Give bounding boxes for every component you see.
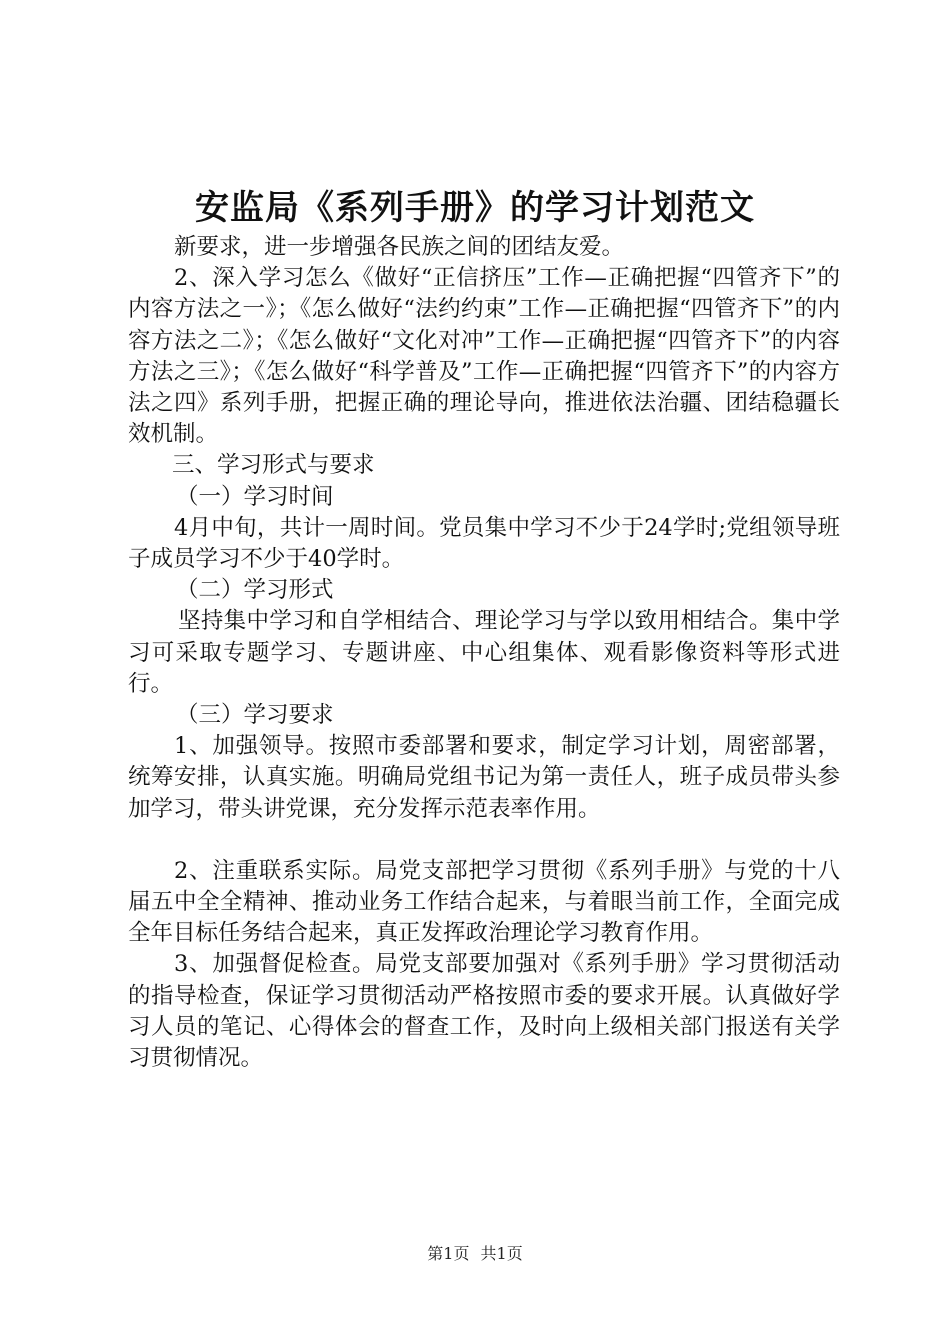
paragraph-2: 2、深入学习怎么《做好“正信挤压”工作—正确把握“四管齐下”的内容方法之一》；《怎么做好“法约约束”工作—正确把握“四管齐下”的内容方法之二》；《怎么做好“文化对冲”工作—正确把握“四管齐下”的内容方法之三》；《怎么做好“科学普及”工作—正确把握“四管齐下”的内容方法之四》系列手册，把握正确的理论导向，推进依法治疆、团结稳疆长效机制。	[128, 265, 840, 448]
paragraph-requirement-3: 3、加强督促检查。局党支部要加强对《系列手册》学习贯彻活动的指导检查，保证学习贯彻活动严格按照市委的要求开展。认真做好学习人员的笔记、心得体会的督查工作，及时向上级相关部门报送有关学习贯彻情况。	[128, 951, 840, 1072]
subheading-study-time: （一）学习时间	[176, 483, 334, 510]
page-number: 第1页	[427, 1244, 470, 1263]
section-heading: 三、学习形式与要求	[172, 452, 375, 479]
blank-line	[128, 825, 840, 856]
document-title: 安监局《系列手册》的学习计划范文	[195, 188, 755, 228]
paragraph-study-form: 坚持集中学习和自学相结合、理论学习与学以致用相结合。集中学习可采取专题学习、专题讲座、中心组集体、观看影像资料等形式进行。	[128, 608, 840, 697]
subheading-study-requirements: （三）学习要求	[176, 702, 334, 729]
document-body	[128, 232, 840, 1074]
subheading-study-form: （二）学习形式	[176, 577, 334, 604]
paragraph-1: 新要求，进一步增强各民族之间的团结友爱。	[174, 234, 625, 260]
paragraph-requirement-1: 1、加强领导。按照市委部署和要求，制定学习计划，周密部署，统筹安排，认真实施。明确局党组书记为第一责任人，班子成员带头参加学习，带头讲党课，充分发挥示范表率作用。	[128, 733, 840, 822]
paragraph-study-time: 4月中旬，共计一周时间。党员集中学习不少于24学时;党组领导班子成员学习不少于40学时。	[128, 514, 840, 573]
page-footer	[0, 1242, 950, 1266]
paragraph-requirement-2: 2、注重联系实际。局党支部把学习贯彻《系列手册》与党的十八届五中全全精神、推动业务工作结合起来，与着眼当前工作，全面完成全年目标任务结合起来，真正发挥政治理论学习教育作用。	[128, 857, 840, 947]
total-pages: 共1页	[480, 1244, 523, 1263]
